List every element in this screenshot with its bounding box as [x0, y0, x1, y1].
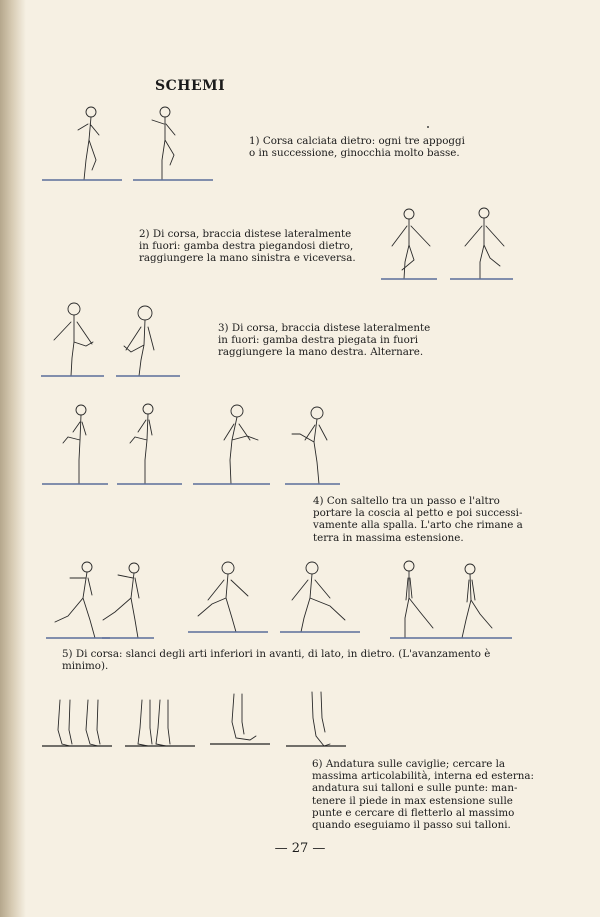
- figure-3a: [54, 303, 93, 376]
- page-number: — 27 —: [274, 841, 326, 856]
- figure-6d: [312, 692, 330, 746]
- figure-6c: [232, 694, 256, 740]
- figure-1b: [152, 107, 175, 180]
- figure-5d: [292, 562, 345, 632]
- figure-4d: [292, 407, 327, 484]
- figure-4b: [130, 404, 153, 484]
- figure-1a: [78, 107, 99, 180]
- caption-exercise-4: 4) Con saltello tra un passo e l'altro portare la coscia al petto e poi successi- vamente alla spalla. L'arto che rimane a terra in massima estensione.: [313, 495, 523, 544]
- figure-2a: [392, 209, 430, 279]
- caption-exercise-1: 1) Corsa calciata dietro: ogni tre appoggi o in successione, ginocchia molto basse.: [249, 135, 465, 160]
- figure-3b: [124, 306, 154, 376]
- figure-6b: [138, 700, 170, 746]
- caption-exercise-5: 5) Di corsa: slanci degli arti inferiori in avanti, di lato, in dietro. (L'avanzamento è minimo).: [62, 648, 491, 673]
- figure-4a: [63, 405, 86, 484]
- figure-6a: [58, 700, 100, 746]
- caption-exercise-3: 3) Di corsa, braccia distese lateralmente in fuori: gamba destra piegata in fuori raggiungere la mano destra. Alternare.: [218, 322, 431, 359]
- caption-exercise-2: 2) Di corsa, braccia distese lateralmente in fuori: gamba destra piegandosi dietro, raggiungere la mano sinistra e viceversa.: [139, 228, 356, 265]
- caption-exercise-6: 6) Andatura sulle caviglie; cercare la massima articolabilità, interna ed esterna: andatura sui talloni e sulle punte: man- tenere il piede in max estensione sulle punte e cercare di fletterlo al massimo quando eseguiamo il passo sui talloni.: [312, 758, 534, 832]
- figure-5b: [103, 563, 139, 638]
- figure-5c: [198, 562, 248, 632]
- figure-5a: [55, 562, 95, 638]
- figure-5f: [462, 564, 492, 638]
- print-speck: [427, 126, 429, 128]
- page-heading: SCHEMI: [155, 78, 226, 94]
- figure-4c: [224, 405, 258, 484]
- figure-2b: [465, 208, 504, 279]
- figure-5e: [404, 561, 433, 638]
